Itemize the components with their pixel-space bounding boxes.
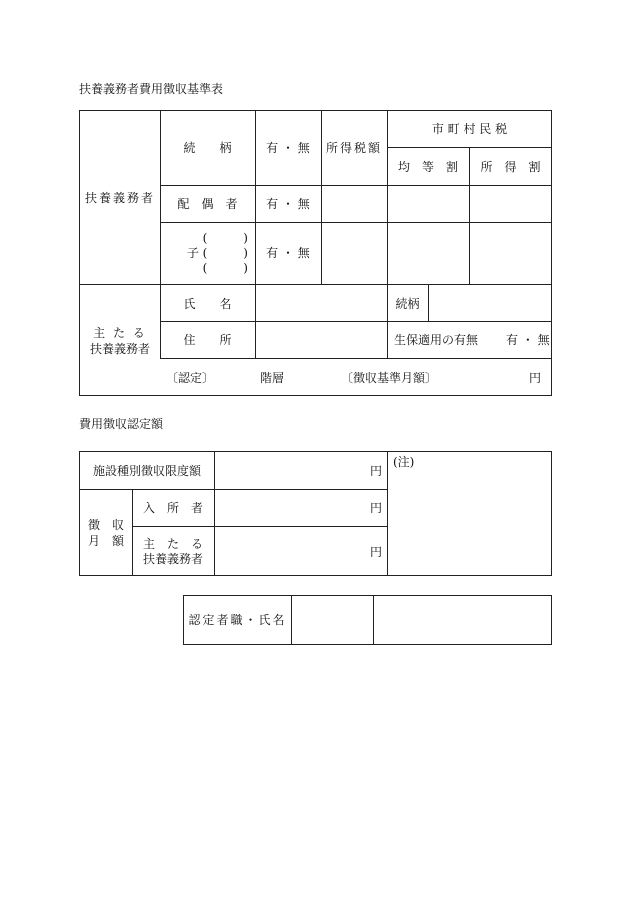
yes-no-header: 有 ・ 無 bbox=[266, 141, 310, 155]
income-tax-header: 所得税額 bbox=[325, 141, 382, 155]
spouse-yes-no: 有 ・ 無 bbox=[266, 197, 310, 211]
spouse-label: 配 偶 者 bbox=[177, 197, 238, 211]
relationship-short-label: 続柄 bbox=[395, 297, 420, 311]
child-yes-no: 有 ・ 無 bbox=[266, 246, 310, 260]
monthly-standard-label: 〔徴収基準月額〕 bbox=[341, 371, 438, 385]
monthly-collection-label-1: 徴 収 bbox=[87, 518, 124, 532]
child-label: 子 ( ) bbox=[186, 246, 248, 260]
municipal-tax-header: 市 町 村 民 税 bbox=[431, 122, 508, 136]
child-paren-1: ( ) bbox=[202, 231, 248, 245]
facility-limit-yen: 円 bbox=[370, 464, 383, 478]
child-paren-3: ( ) bbox=[202, 261, 248, 275]
section-subtitle: 費用徴収認定額 bbox=[79, 417, 164, 431]
welfare-label: 生保適用の有無 bbox=[394, 333, 479, 347]
monthly-collection-label-2: 月 額 bbox=[87, 534, 124, 548]
form-title: 扶養義務者費用徴収基準表 bbox=[79, 82, 224, 96]
notes-label: (注) bbox=[393, 455, 415, 469]
primary-dependent2-label-2: 扶養義務者 bbox=[142, 552, 203, 566]
yen-unit: 円 bbox=[529, 371, 542, 385]
certifier-label: 認定者職・氏名 bbox=[188, 613, 287, 627]
dependent-section-label: 扶養義務者 bbox=[84, 191, 155, 205]
welfare-yes-no: 有 ・ 無 bbox=[506, 333, 550, 347]
certification-label: 〔認定〕 bbox=[166, 371, 215, 385]
tier-label: 階層 bbox=[260, 371, 285, 385]
primary-dependent2-label-1: 主 た る bbox=[142, 537, 203, 551]
facility-limit-label: 施設種別徴収限度額 bbox=[92, 464, 201, 478]
relationship-header: 続 柄 bbox=[183, 141, 232, 155]
address-label: 住 所 bbox=[183, 333, 232, 347]
resident-label: 入 所 者 bbox=[142, 501, 203, 515]
primary-dependent-label-1: 主 た る bbox=[93, 326, 147, 340]
income-based-header: 所 得 割 bbox=[480, 160, 541, 174]
primary-dependent2-yen: 円 bbox=[370, 545, 383, 559]
primary-dependent-label-2: 扶養義務者 bbox=[89, 342, 150, 356]
name-label: 氏 名 bbox=[183, 297, 232, 311]
per-capita-header: 均 等 割 bbox=[397, 160, 458, 174]
resident-yen: 円 bbox=[370, 501, 383, 515]
